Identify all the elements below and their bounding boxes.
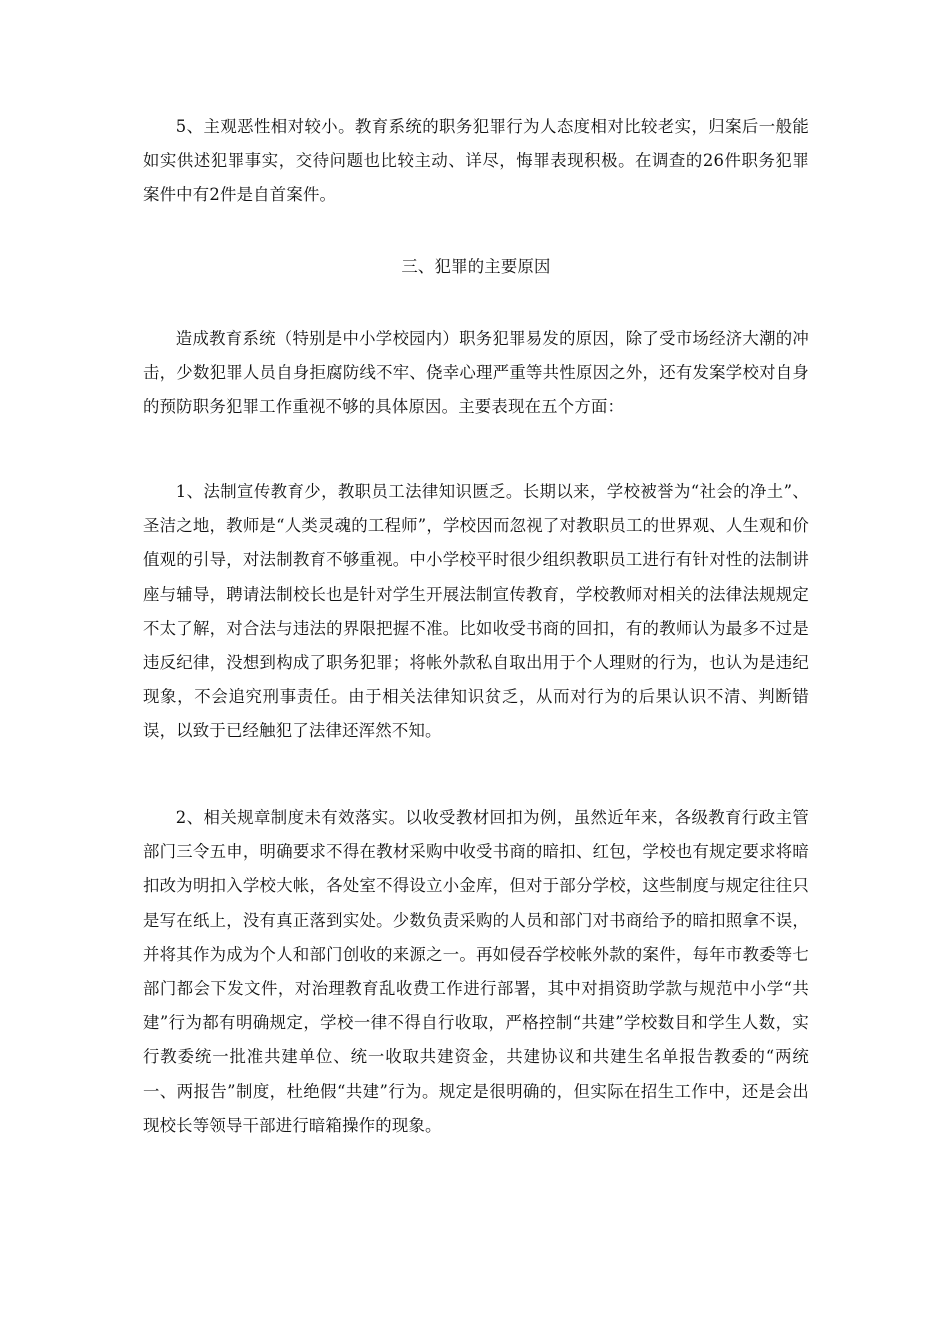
- paragraph-cause-2-regulations: 2、相关规章制度未有效落实。以收受教材回扣为例，虽然近年来，各级教育行政主管部门三令五申，明确要求不得在教材采购中收受书商的暗扣、红包，学校也有规定要求将暗扣改为明扣入学校大帐，各处室不得设立小金库，但对于部分学校，这些制度与规定往往只是写在纸上，没有真正落到实处。少数负责采购的人员和部门对书商给予的暗扣照拿不误，并将其作为成为个人和部门创收的来源之一。再如侵吞学校帐外款的案件，每年市教委等七部门都会下发文件，对治理教育乱收费工作进行部署，其中对捐资助学款与规范中小学“共建”行为都有明确规定，学校一律不得自行收取，严格控制“共建”学校数目和学生人数，实行教委统一批准共建单位、统一收取共建资金，共建协议和共建生名单报告教委的“两统一、两报告”制度，杜绝假“共建”行为。规定是很明确的，但实际在招生工作中，还是会出现校长等领导干部进行暗箱操作的现象。: [143, 808, 809, 1135]
- paragraph-causes-intro: 造成教育系统（特别是中小学校园内）职务犯罪易发的原因，除了受市场经济大潮的冲击，少数犯罪人员自身拒腐防线不牢、侥幸心理严重等共性原因之外，还有发案学校对自身的预防职务犯罪工作重视不够的具体原因。主要表现在五个方面：: [143, 329, 809, 417]
- paragraph-cause-1-legal-education: 1、法制宣传教育少，教职员工法律知识匮乏。长期以来，学校被誉为“社会的净土”、圣洁之地，教师是“人类灵魂的工程师”，学校因而忽视了对教职员工的世界观、人生观和价值观的引导，对法制教育不够重视。中小学校平时很少组织教职员工进行有针对性的法制讲座与辅导，聘请法制校长也是针对学生开展法制宣传教育，学校教师对相关的法律法规规定不太了解，对合法与违法的界限把握不准。比如收受书商的回扣，有的教师认为最多不过是违反纪律，没想到构成了职务犯罪；将帐外款私自取出用于个人理财的行为，也认为是违纪现象，不会追究刑事责任。由于相关法律知识贫乏，从而对行为的后果认识不清、判断错误，以致于已经触犯了法律还浑然不知。: [143, 482, 809, 741]
- section-heading-main-causes: 三、犯罪的主要原因: [401, 257, 551, 276]
- paragraph-item-5-subjective-malice: 5、主观恶性相对较小。教育系统的职务犯罪行为人态度相对比较老实，归案后一般能如实供述犯罪事实，交待问题也比较主动、详尽，悔罪表现积极。在调查的26件职务犯罪案件中有2件是自首案件。: [143, 117, 809, 205]
